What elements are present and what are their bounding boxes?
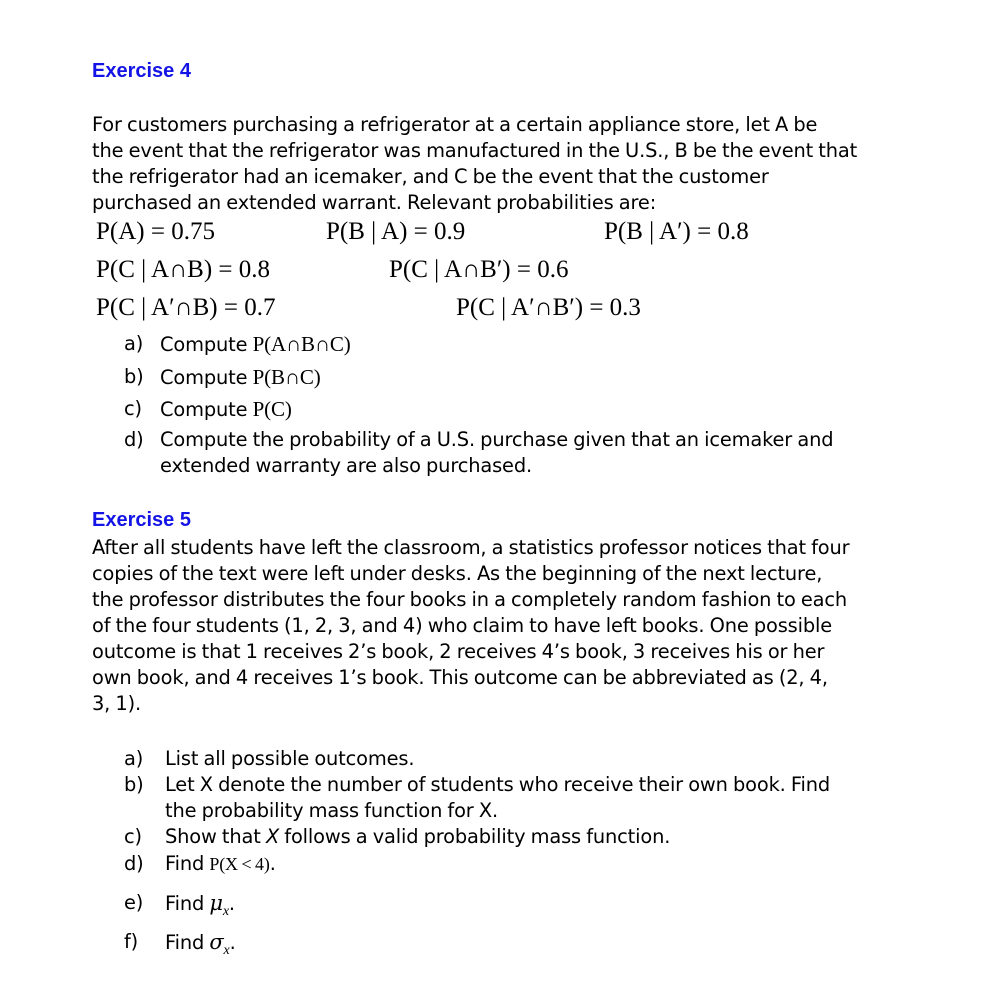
- prob-c-given-not-a-and-b: P(C | A′∩B) = 0.7: [96, 294, 276, 321]
- subscript: x: [222, 904, 229, 919]
- item-text-line: List all possible outcomes.: [165, 747, 415, 770]
- prob-c-given-a-and-not-b: P(C | A∩B′) = 0.6: [389, 256, 569, 283]
- subscript: x: [223, 943, 230, 958]
- item-text: Show that: [165, 825, 266, 848]
- item-text-line: Let X denote the number of students who receive their own book. Find: [165, 773, 831, 796]
- item-math: P(A∩B∩C): [252, 332, 351, 356]
- item-suffix: .: [269, 852, 276, 875]
- intro-line: After all students have left the classroom, a statistics professor notices that four: [92, 536, 850, 559]
- intro-line: 3, 1).: [92, 692, 142, 715]
- intro-line: own book, and 4 receives 1’s book. This outcome can be abbreviated as (2, 4,: [92, 666, 828, 689]
- item-suffix: .: [229, 931, 236, 954]
- item-label: a): [124, 332, 144, 355]
- item-text: Find: [165, 892, 210, 915]
- sigma-symbol: σ: [209, 930, 224, 954]
- intro-line: outcome is that 1 receives 2’s book, 2 receives 4’s book, 3 receives his or her: [92, 640, 825, 663]
- item-label: a): [124, 747, 144, 770]
- item-label: b): [124, 365, 144, 388]
- item-text: follows a valid probability mass function.: [279, 825, 671, 848]
- item-text-line: Compute the probability of a U.S. purchase given that an icemaker and: [160, 428, 834, 451]
- prob-c-given-not-a-and-not-b: P(C | A′∩B′) = 0.3: [456, 294, 641, 321]
- item-label: d): [124, 852, 144, 875]
- item-label: e): [124, 891, 144, 914]
- intro-line: of the four students (1, 2, 3, and 4) who claim to have left books. One possible: [92, 614, 833, 637]
- intro-line: copies of the text were left under desks. As the beginning of the next lecture,: [92, 562, 823, 585]
- prob-b-given-not-a: P(B | A′) = 0.8: [604, 218, 749, 245]
- exercise-5-intro: [92, 535, 942, 717]
- item-label: c): [124, 825, 142, 848]
- intro-line: purchased an extended warrant. Relevant probabilities are:: [92, 191, 657, 214]
- exercise-5-heading: Exercise 5: [92, 509, 191, 531]
- item-label: f): [124, 930, 139, 953]
- prob-c-given-a-and-b: P(C | A∩B) = 0.8: [96, 256, 270, 283]
- prob-a: P(A) = 0.75: [96, 218, 215, 245]
- exercise-4-heading: Exercise 4: [92, 60, 191, 82]
- intro-line: the refrigerator had an icemaker, and C be the event that the customer: [92, 165, 769, 188]
- item-text: Find: [165, 931, 210, 954]
- exercise-4-intro: [92, 112, 942, 216]
- item-text: Compute: [160, 333, 253, 356]
- item-label: c): [124, 397, 142, 420]
- item-text: Compute: [160, 398, 253, 421]
- item-math: P(X < 4): [209, 854, 270, 874]
- prob-b-given-a: P(B | A) = 0.9: [326, 218, 466, 245]
- item-math: P(C): [252, 397, 292, 421]
- item-var: X: [265, 825, 280, 848]
- item-suffix: .: [228, 892, 235, 915]
- item-text: Find: [165, 852, 210, 875]
- item-text-line: the probability mass function for X.: [165, 799, 498, 822]
- item-text: Compute: [160, 366, 253, 389]
- item-text-line: extended warranty are also purchased.: [160, 454, 533, 477]
- item-math: P(B∩C): [252, 365, 321, 389]
- item-label: b): [124, 773, 144, 796]
- item-label: d): [124, 428, 144, 451]
- intro-line: For customers purchasing a refrigerator at a certain appliance store, let A be: [92, 113, 818, 136]
- mu-symbol: μ: [209, 891, 223, 915]
- intro-line: the event that the refrigerator was manufactured in the U.S., B be the event that: [92, 139, 858, 162]
- intro-line: the professor distributes the four books in a completely random fashion to each: [92, 588, 848, 611]
